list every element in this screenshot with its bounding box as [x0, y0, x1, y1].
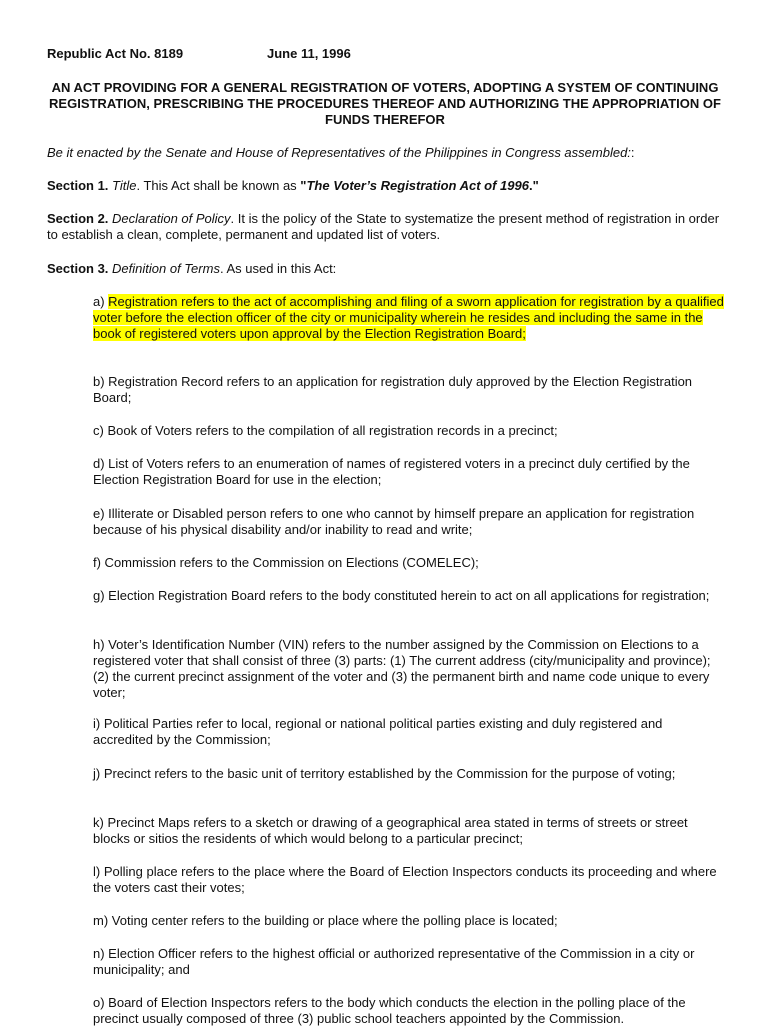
definition-j: j) Precinct refers to the basic unit of territory established by the Commission for the purpose of voting; — [93, 766, 676, 781]
section-1: Section 1. Title. This Act shall be known as "The Voter’s Registration Act of 1996." — [47, 178, 539, 193]
definition-i: i) Political Parties refer to local, regional or national political parties existing and duly registered and accredited by the Commission; — [93, 716, 663, 747]
act-number: Republic Act No. 8189 — [47, 46, 184, 61]
definition-m: m) Voting center refers to the building or place where the polling place is located; — [93, 913, 558, 928]
definition-g: g) Election Registration Board refers to the body constituted herein to act on all applications for registration; — [93, 588, 710, 603]
highlighted-text: Registration refers to the act of accomplishing and filing of a sworn application for registration by a qualified voter before the election officer of the city or municipality wherein he resides and including the same in the book of registered voters upon approval by the Election Registration Board; — [93, 294, 724, 341]
definition-n: n) Election Officer refers to the highest official or authorized representative of the Commission in a city or municipality; and — [93, 946, 695, 977]
section-heading: Definition of Terms — [112, 261, 220, 276]
section-label: Section 2. — [47, 211, 109, 226]
section-heading: Title — [112, 178, 137, 193]
enacting-clause: Be it enacted by the Senate and House of Representatives of the Philippines in Congress assembled:: — [47, 145, 635, 160]
act-short-title: The Voter’s Registration Act of 1996 — [306, 178, 529, 193]
definition-a: a) Registration refers to the act of accomplishing and filing of a sworn application for registration by a qualified voter before the election officer of the city or municipality wherein he resides and including the same in the book of registered voters upon approval by the Election Registration Board; — [93, 294, 724, 341]
definition-d: d) List of Voters refers to an enumeration of names of registered voters in a precinct duly certified by the Election Registration Board for use in the election; — [93, 456, 690, 487]
definition-b: b) Registration Record refers to an application for registration duly approved by the Election Registration Board; — [93, 374, 693, 405]
definition-f: f) Commission refers to the Commission on Elections (COMELEC); — [93, 555, 479, 570]
definition-c: c) Book of Voters refers to the compilation of all registration records in a precinct; — [93, 423, 558, 438]
definition-k: k) Precinct Maps refers to a sketch or drawing of a geographical area stated in terms of streets or street blocks or sitios the residents of which would belong to a particular precinct; — [93, 815, 688, 846]
definition-l: l) Polling place refers to the place where the Board of Election Inspectors conducts its proceeding and where the voters cast their votes; — [93, 864, 717, 895]
section-2: Section 2. Declaration of Policy. It is the policy of the State to systematize the present method of registration in order to establish a clean, complete, permanent and updated list of voters. — [47, 211, 720, 242]
section-label: Section 3. — [47, 261, 109, 276]
act-date: June 11, 1996 — [267, 46, 351, 61]
definition-e: e) Illiterate or Disabled person refers to one who cannot by himself prepare an application for registration because of his physical disability and/or inability to read and write; — [93, 506, 695, 537]
act-title: AN ACT PROVIDING FOR A GENERAL REGISTRATION OF VOTERS, ADOPTING A SYSTEM OF CONTINUING REGISTRATION, PRESCRIBING THE PROCEDURES THEREOF AND AUTHORIZING THE APPROPRIATION OF FUNDS THEREFOR — [49, 80, 721, 127]
definition-h: h) Voter’s Identification Number (VIN) refers to the number assigned by the Commission on Elections to a registered voter that shall consist of three (3) parts: (1) The current address (city/municipality and province); (2) the current precinct assignment of the voter and (3) the permanent birth and name code unique to every voter; — [93, 637, 711, 700]
section-label: Section 1. — [47, 178, 109, 193]
section-heading: Declaration of Policy — [112, 211, 231, 226]
section-3: Section 3. Definition of Terms. As used in this Act: — [47, 261, 337, 276]
definition-o: o) Board of Election Inspectors refers to the body which conducts the election in the polling place of the precinct usually composed of three (3) public school teachers appointed by the Commission. — [93, 995, 686, 1026]
document-header — [47, 46, 351, 61]
